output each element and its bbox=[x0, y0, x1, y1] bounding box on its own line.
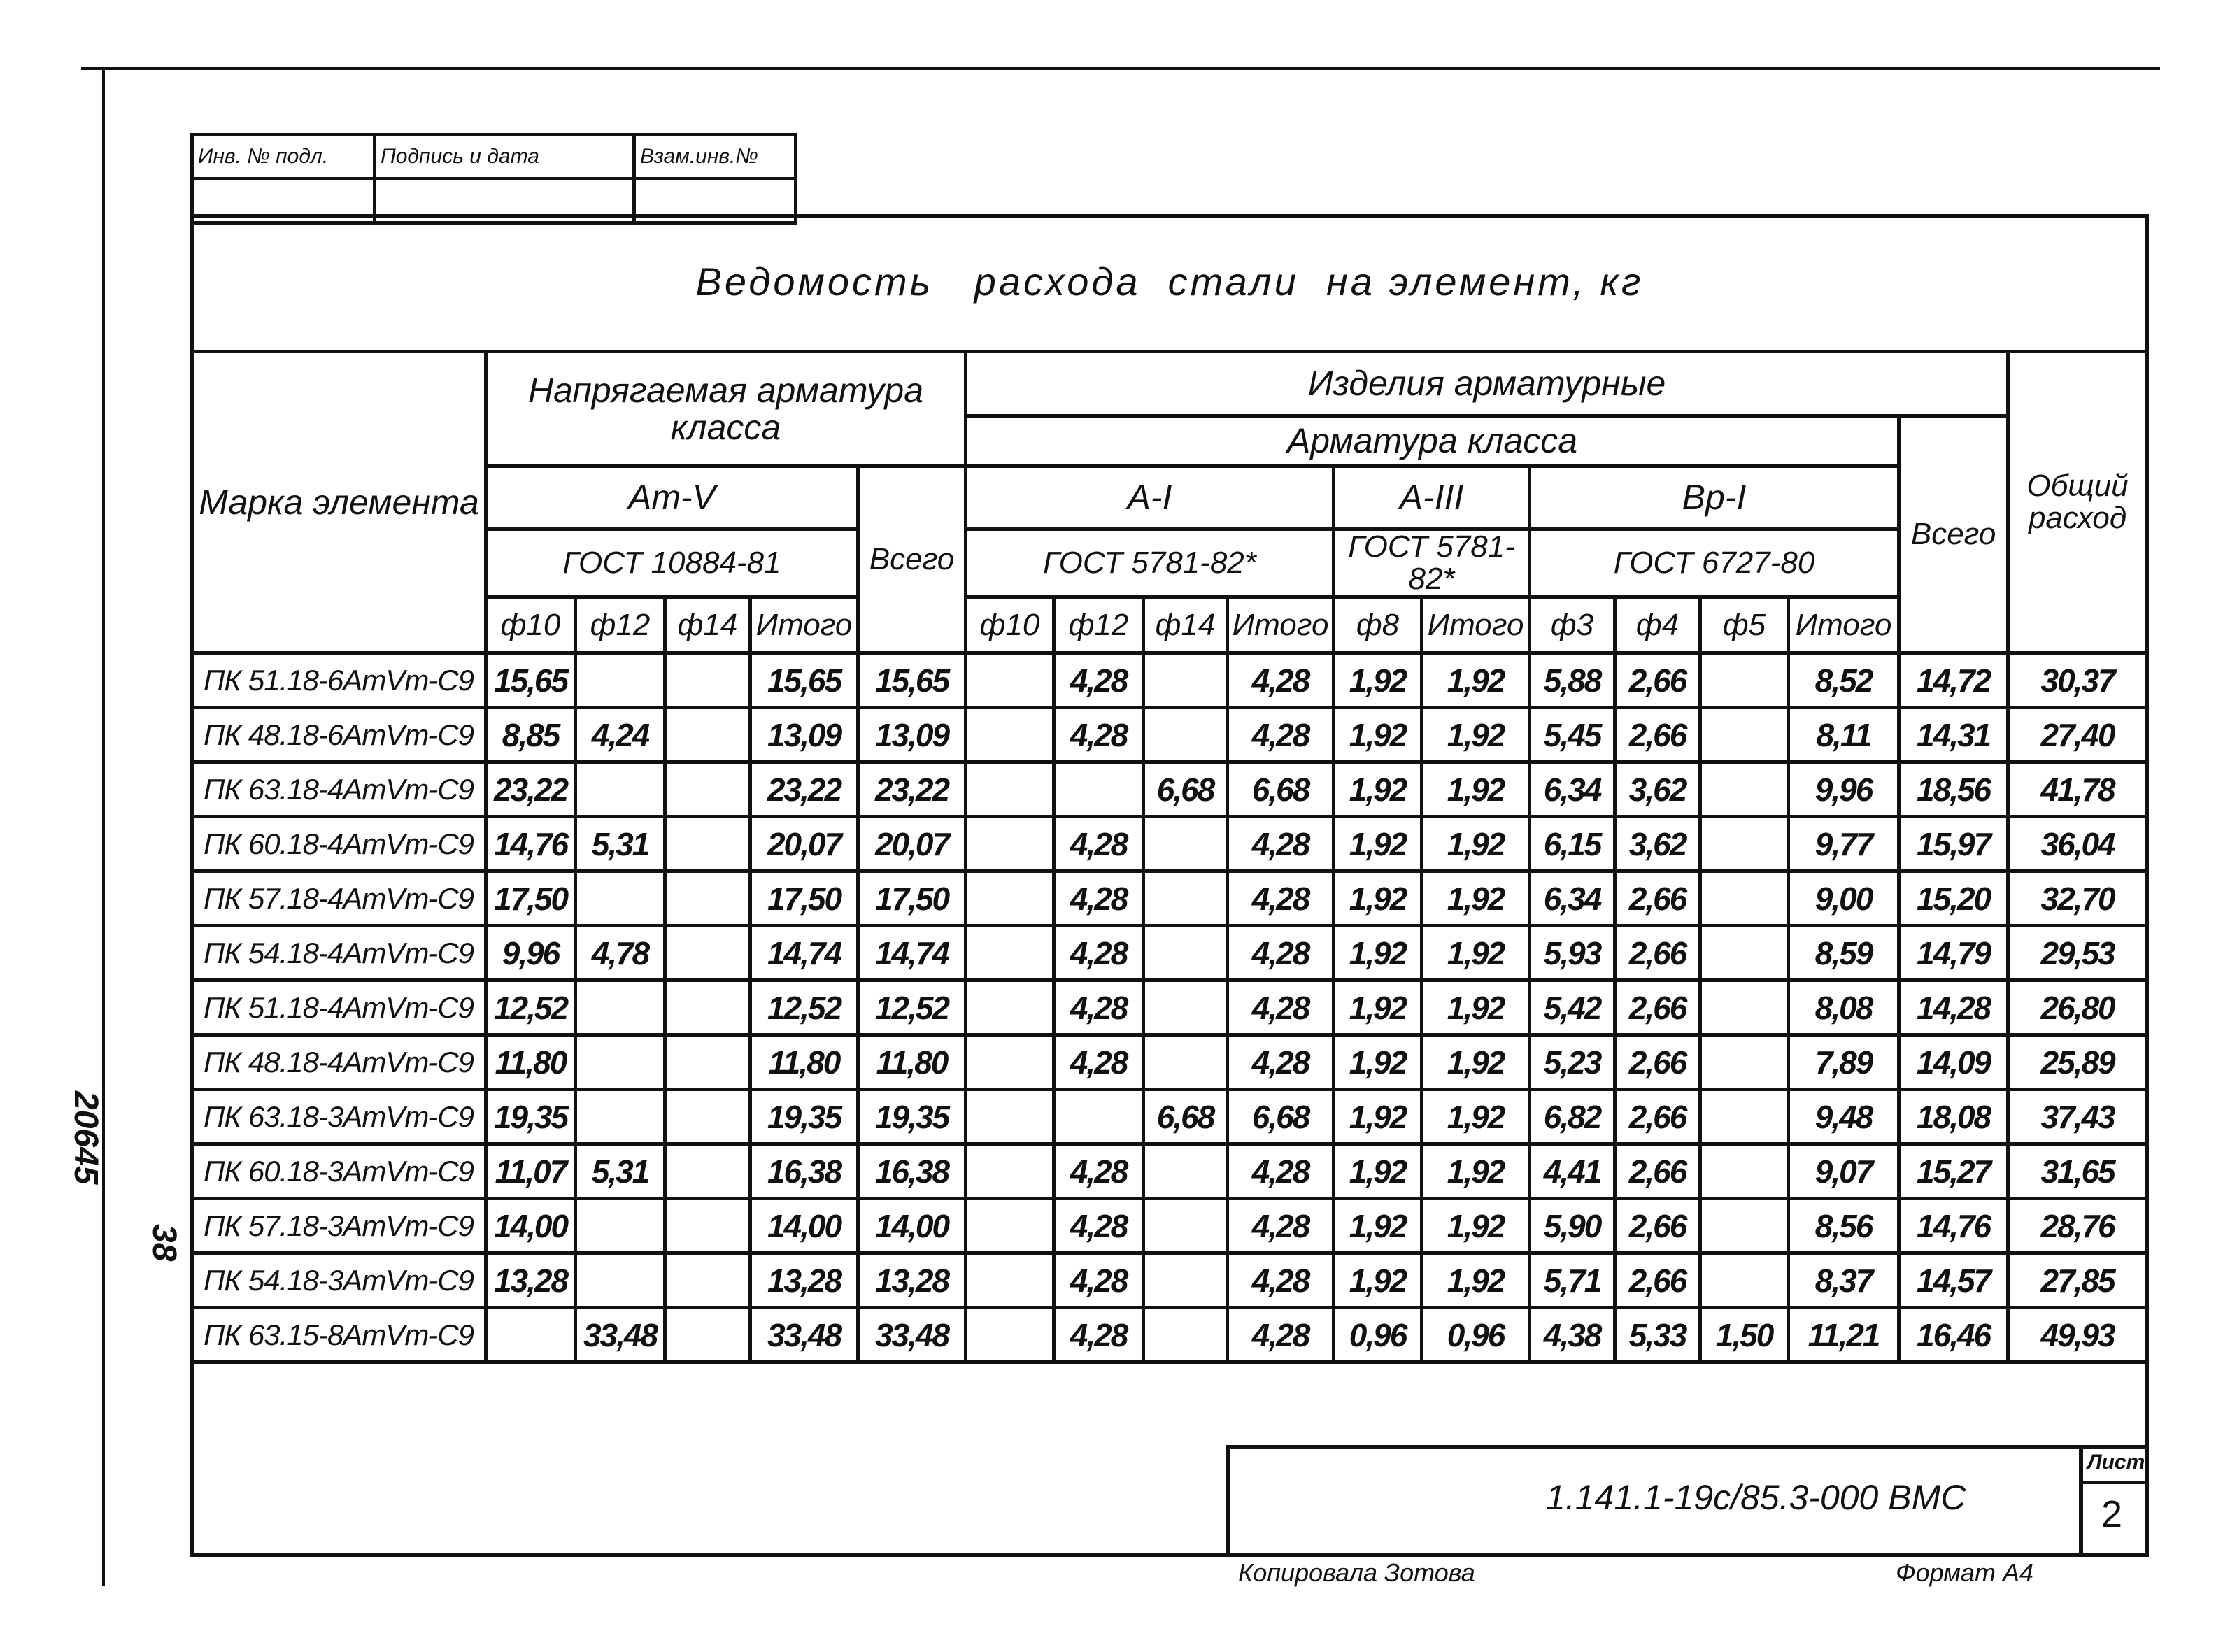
cell-bp1-d3: 6,34 bbox=[1530, 762, 1615, 817]
cell-a1-d10 bbox=[966, 981, 1054, 1035]
cell-products-total: 18,56 bbox=[1899, 762, 2008, 817]
cell-bp1-d5 bbox=[1700, 708, 1789, 762]
cell-overall-total: 25,89 bbox=[2008, 1035, 2147, 1090]
cell-prestressed-total: 33,48 bbox=[858, 1308, 966, 1362]
page-title: Ведомость расхода стали на элемент, кг bbox=[695, 259, 1644, 304]
cell-bp1-d5 bbox=[1700, 1035, 1789, 1090]
cell-a3-subtotal: 1,92 bbox=[1422, 708, 1530, 762]
cell-bp1-d4: 2,66 bbox=[1615, 981, 1700, 1035]
cell-bp1-d5: 1,50 bbox=[1700, 1308, 1789, 1362]
cell-bp1-d3: 4,41 bbox=[1530, 1144, 1615, 1199]
cell-a1-d12: 4,28 bbox=[1054, 1035, 1144, 1090]
cell-products-total: 15,20 bbox=[1899, 871, 2008, 926]
cell-at5-d12 bbox=[576, 981, 665, 1035]
table-row bbox=[192, 1090, 2147, 1144]
cell-bp1-subtotal: 11,21 bbox=[1789, 1308, 1899, 1362]
cell-products-total: 15,27 bbox=[1899, 1144, 2008, 1199]
header-subtotal: Итого bbox=[1422, 597, 1530, 653]
header-overall: Общий расход bbox=[2008, 352, 2147, 653]
stamp-replace-label: Взам.инв.№ bbox=[634, 135, 796, 179]
cell-at5-d14 bbox=[665, 1199, 751, 1253]
table-row bbox=[192, 1308, 2147, 1362]
table-row bbox=[192, 1144, 2147, 1199]
cell-mark: ПК 60.18-4АтVт-С9 bbox=[192, 817, 486, 871]
cell-at5-d12: 4,24 bbox=[576, 708, 665, 762]
cell-a1-subtotal: 4,28 bbox=[1228, 926, 1334, 981]
side-page-number: 38 bbox=[145, 1224, 183, 1262]
cell-products-total: 18,08 bbox=[1899, 1090, 2008, 1144]
cell-bp1-subtotal: 8,59 bbox=[1789, 926, 1899, 981]
cell-products-total: 14,72 bbox=[1899, 653, 2008, 708]
cell-a3-subtotal: 0,96 bbox=[1422, 1308, 1530, 1362]
cell-at5-d10: 14,76 bbox=[486, 817, 576, 871]
cell-prestressed-total: 14,00 bbox=[858, 1199, 966, 1253]
cell-bp1-d3: 5,71 bbox=[1530, 1253, 1615, 1308]
cell-at5-d10: 11,07 bbox=[486, 1144, 576, 1199]
cell-bp1-d3: 5,93 bbox=[1530, 926, 1615, 981]
cell-a3-d8: 0,96 bbox=[1334, 1308, 1422, 1362]
cell-a3-d8: 1,92 bbox=[1334, 817, 1422, 871]
cell-at5-d12 bbox=[576, 762, 665, 817]
cell-at5-subtotal: 14,00 bbox=[751, 1199, 858, 1253]
header-products: Изделия арматурные bbox=[966, 352, 2008, 416]
cell-a1-d12: 4,28 bbox=[1054, 871, 1144, 926]
cell-products-total: 14,57 bbox=[1899, 1253, 2008, 1308]
header-gost-at5: ГОСТ 10884-81 bbox=[486, 529, 858, 597]
cell-a3-subtotal: 1,92 bbox=[1422, 1035, 1530, 1090]
cell-a1-d10 bbox=[966, 1035, 1054, 1090]
table-row bbox=[192, 708, 2147, 762]
cell-a1-d10 bbox=[966, 871, 1054, 926]
cell-a3-subtotal: 1,92 bbox=[1422, 1090, 1530, 1144]
cell-products-total: 14,79 bbox=[1899, 926, 2008, 981]
table-row bbox=[192, 817, 2147, 871]
cell-bp1-d5 bbox=[1700, 1090, 1789, 1144]
cell-overall-total: 49,93 bbox=[2008, 1308, 2147, 1362]
cell-at5-d10: 17,50 bbox=[486, 871, 576, 926]
table-row bbox=[192, 1253, 2147, 1308]
cell-bp1-d5 bbox=[1700, 762, 1789, 817]
cell-bp1-d5 bbox=[1700, 926, 1789, 981]
cell-bp1-d5 bbox=[1700, 871, 1789, 926]
cell-a1-d14 bbox=[1144, 1144, 1228, 1199]
cell-at5-d10: 15,65 bbox=[486, 653, 576, 708]
cell-bp1-d3: 5,42 bbox=[1530, 981, 1615, 1035]
header-gost-a1: ГОСТ 5781-82* bbox=[966, 529, 1334, 597]
cell-a1-d10 bbox=[966, 1308, 1054, 1362]
cell-a1-d12: 4,28 bbox=[1054, 653, 1144, 708]
header-subtotal: Итого bbox=[751, 597, 858, 653]
cell-at5-d12: 5,31 bbox=[576, 817, 665, 871]
cell-at5-d10: 11,80 bbox=[486, 1035, 576, 1090]
cell-products-total: 14,31 bbox=[1899, 708, 2008, 762]
cell-at5-d14 bbox=[665, 1144, 751, 1199]
table-row bbox=[192, 926, 2147, 981]
cell-a3-d8: 1,92 bbox=[1334, 871, 1422, 926]
cell-bp1-subtotal: 8,08 bbox=[1789, 981, 1899, 1035]
cell-prestressed-total: 11,80 bbox=[858, 1035, 966, 1090]
cell-at5-d12 bbox=[576, 1035, 665, 1090]
cell-overall-total: 36,04 bbox=[2008, 817, 2147, 871]
cell-bp1-d5 bbox=[1700, 1199, 1789, 1253]
cell-a1-subtotal: 6,68 bbox=[1228, 762, 1334, 817]
cell-at5-subtotal: 12,52 bbox=[751, 981, 858, 1035]
cell-a1-subtotal: 4,28 bbox=[1228, 1199, 1334, 1253]
cell-bp1-d4: 2,66 bbox=[1615, 1199, 1700, 1253]
cell-a1-subtotal: 4,28 bbox=[1228, 871, 1334, 926]
cell-a3-d8: 1,92 bbox=[1334, 1144, 1422, 1199]
stamp-signature-label: Подпись и дата bbox=[375, 135, 634, 179]
header-diameter: ф12 bbox=[1054, 597, 1144, 653]
cell-bp1-d3: 6,34 bbox=[1530, 871, 1615, 926]
cell-mark: ПК 63.15-8АтVт-С9 bbox=[192, 1308, 486, 1362]
cell-bp1-d3: 5,88 bbox=[1530, 653, 1615, 708]
cell-a1-subtotal: 4,28 bbox=[1228, 981, 1334, 1035]
cell-a1-subtotal: 4,28 bbox=[1228, 817, 1334, 871]
cell-a1-d14 bbox=[1144, 926, 1228, 981]
cell-bp1-d4: 2,66 bbox=[1615, 653, 1700, 708]
cell-at5-d14 bbox=[665, 708, 751, 762]
header-products-total: Всего bbox=[1899, 416, 2008, 653]
cell-bp1-d4: 2,66 bbox=[1615, 871, 1700, 926]
cell-overall-total: 27,85 bbox=[2008, 1253, 2147, 1308]
cell-at5-d14 bbox=[665, 653, 751, 708]
cell-a1-subtotal: 4,28 bbox=[1228, 1253, 1334, 1308]
header-class-a1: А-I bbox=[966, 467, 1334, 529]
cell-at5-subtotal: 16,38 bbox=[751, 1144, 858, 1199]
cell-bp1-subtotal: 7,89 bbox=[1789, 1035, 1899, 1090]
header-diameter: ф10 bbox=[966, 597, 1054, 653]
cell-prestressed-total: 12,52 bbox=[858, 981, 966, 1035]
title-block-divider bbox=[1226, 1445, 1230, 1557]
cell-a1-d14: 6,68 bbox=[1144, 1090, 1228, 1144]
cell-at5-d12: 5,31 bbox=[576, 1144, 665, 1199]
cell-bp1-d3: 5,90 bbox=[1530, 1199, 1615, 1253]
cell-at5-subtotal: 23,22 bbox=[751, 762, 858, 817]
cell-bp1-d4: 2,66 bbox=[1615, 1035, 1700, 1090]
header-class-at5: Ат-V bbox=[486, 467, 858, 529]
cell-bp1-d5 bbox=[1700, 653, 1789, 708]
cell-a3-subtotal: 1,92 bbox=[1422, 653, 1530, 708]
cell-at5-subtotal: 13,09 bbox=[751, 708, 858, 762]
cell-bp1-subtotal: 9,96 bbox=[1789, 762, 1899, 817]
paper-format: Формат А4 bbox=[1896, 1558, 2033, 1587]
cell-bp1-d4: 2,66 bbox=[1615, 926, 1700, 981]
cell-a3-d8: 1,92 bbox=[1334, 1090, 1422, 1144]
cell-a3-subtotal: 1,92 bbox=[1422, 762, 1530, 817]
title-block-divider bbox=[2079, 1481, 2149, 1484]
cell-a3-d8: 1,92 bbox=[1334, 653, 1422, 708]
cell-at5-d14 bbox=[665, 1035, 751, 1090]
cell-at5-d12 bbox=[576, 871, 665, 926]
side-archive-number: 20645 bbox=[67, 1091, 104, 1185]
cell-a1-d14 bbox=[1144, 653, 1228, 708]
cell-bp1-subtotal: 9,77 bbox=[1789, 817, 1899, 871]
cell-prestressed-total: 23,22 bbox=[858, 762, 966, 817]
cell-overall-total: 28,76 bbox=[2008, 1199, 2147, 1253]
cell-bp1-d5 bbox=[1700, 1144, 1789, 1199]
cell-bp1-subtotal: 9,07 bbox=[1789, 1144, 1899, 1199]
cell-mark: ПК 54.18-4АтVт-С9 bbox=[192, 926, 486, 981]
cell-at5-d14 bbox=[665, 762, 751, 817]
cell-a3-d8: 1,92 bbox=[1334, 708, 1422, 762]
cell-mark: ПК 60.18-3АтVт-С9 bbox=[192, 1144, 486, 1199]
cell-a1-d14 bbox=[1144, 708, 1228, 762]
cell-bp1-d4: 2,66 bbox=[1615, 1144, 1700, 1199]
cell-bp1-d4: 2,66 bbox=[1615, 708, 1700, 762]
cell-bp1-d3: 5,23 bbox=[1530, 1035, 1615, 1090]
header-class-bp1: Вр-I bbox=[1530, 467, 1899, 529]
cell-at5-d14 bbox=[665, 926, 751, 981]
stamp-inv-label: Инв. № подл. bbox=[192, 135, 375, 179]
cell-a1-d12: 4,28 bbox=[1054, 926, 1144, 981]
table-row bbox=[192, 762, 2147, 817]
cell-a1-d10 bbox=[966, 1199, 1054, 1253]
cell-a1-d12 bbox=[1054, 762, 1144, 817]
cell-prestressed-total: 19,35 bbox=[858, 1090, 966, 1144]
cell-mark: ПК 63.18-4АтVт-С9 bbox=[192, 762, 486, 817]
cell-at5-d10: 13,28 bbox=[486, 1253, 576, 1308]
header-diameter: ф3 bbox=[1530, 597, 1615, 653]
cell-a1-subtotal: 4,28 bbox=[1228, 1308, 1334, 1362]
cell-at5-subtotal: 13,28 bbox=[751, 1253, 858, 1308]
cell-at5-subtotal: 19,35 bbox=[751, 1090, 858, 1144]
cell-overall-total: 29,53 bbox=[2008, 926, 2147, 981]
cell-bp1-d3: 6,15 bbox=[1530, 817, 1615, 871]
cell-a1-d12: 4,28 bbox=[1054, 1199, 1144, 1253]
cell-overall-total: 37,43 bbox=[2008, 1090, 2147, 1144]
cell-at5-d10: 12,52 bbox=[486, 981, 576, 1035]
cell-a1-d14 bbox=[1144, 1253, 1228, 1308]
cell-at5-d14 bbox=[665, 1308, 751, 1362]
cell-a1-d10 bbox=[966, 762, 1054, 817]
cell-a1-d12: 4,28 bbox=[1054, 1308, 1144, 1362]
outer-frame-top bbox=[81, 67, 2160, 70]
cell-a1-subtotal: 4,28 bbox=[1228, 1035, 1334, 1090]
cell-a1-subtotal: 4,28 bbox=[1228, 708, 1334, 762]
cell-prestressed-total: 13,28 bbox=[858, 1253, 966, 1308]
cell-a3-d8: 1,92 bbox=[1334, 926, 1422, 981]
cell-at5-d10: 14,00 bbox=[486, 1199, 576, 1253]
cell-at5-subtotal: 33,48 bbox=[751, 1308, 858, 1362]
cell-at5-d10: 9,96 bbox=[486, 926, 576, 981]
cell-prestressed-total: 13,09 bbox=[858, 708, 966, 762]
title-block-divider bbox=[2079, 1445, 2083, 1557]
cell-at5-subtotal: 14,74 bbox=[751, 926, 858, 981]
cell-bp1-d3: 4,38 bbox=[1530, 1308, 1615, 1362]
cell-bp1-subtotal: 9,48 bbox=[1789, 1090, 1899, 1144]
header-diameter: ф14 bbox=[1144, 597, 1228, 653]
cell-a1-d10 bbox=[966, 926, 1054, 981]
cell-bp1-subtotal: 8,11 bbox=[1789, 708, 1899, 762]
cell-overall-total: 30,37 bbox=[2008, 653, 2147, 708]
cell-a1-d12: 4,28 bbox=[1054, 817, 1144, 871]
approval-stamp bbox=[190, 133, 797, 225]
cell-at5-subtotal: 20,07 bbox=[751, 817, 858, 871]
cell-a3-subtotal: 1,92 bbox=[1422, 1144, 1530, 1199]
header-rebar-class: Арматура класса bbox=[966, 416, 1899, 467]
cell-at5-subtotal: 17,50 bbox=[751, 871, 858, 926]
cell-bp1-d3: 5,45 bbox=[1530, 708, 1615, 762]
cell-a1-d14 bbox=[1144, 1035, 1228, 1090]
cell-bp1-d4: 3,62 bbox=[1615, 817, 1700, 871]
cell-mark: ПК 54.18-3АтVт-С9 bbox=[192, 1253, 486, 1308]
cell-a1-d14 bbox=[1144, 817, 1228, 871]
cell-a3-d8: 1,92 bbox=[1334, 1199, 1422, 1253]
cell-bp1-subtotal: 8,52 bbox=[1789, 653, 1899, 708]
cell-products-total: 14,09 bbox=[1899, 1035, 2008, 1090]
cell-at5-d10 bbox=[486, 1308, 576, 1362]
cell-bp1-d4: 5,33 bbox=[1615, 1308, 1700, 1362]
header-diameter: ф5 bbox=[1700, 597, 1789, 653]
header-diameter: ф4 bbox=[1615, 597, 1700, 653]
cell-at5-subtotal: 15,65 bbox=[751, 653, 858, 708]
cell-a3-subtotal: 1,92 bbox=[1422, 1199, 1530, 1253]
outer-frame-left bbox=[102, 69, 105, 1586]
table-row bbox=[192, 1035, 2147, 1090]
cell-bp1-subtotal: 9,00 bbox=[1789, 871, 1899, 926]
document-number: 1.141.1-19с/85.3-000 ВМС bbox=[1546, 1478, 1966, 1517]
cell-a1-d14 bbox=[1144, 981, 1228, 1035]
cell-at5-d14 bbox=[665, 817, 751, 871]
cell-at5-d10: 19,35 bbox=[486, 1090, 576, 1144]
table-row bbox=[192, 1199, 2147, 1253]
header-class-a3: А-III bbox=[1334, 467, 1530, 529]
cell-a1-d14: 6,68 bbox=[1144, 762, 1228, 817]
header-mark: Марка элемента bbox=[192, 352, 486, 653]
cell-at5-d14 bbox=[665, 981, 751, 1035]
cell-prestressed-total: 15,65 bbox=[858, 653, 966, 708]
header-subtotal: Итого bbox=[1789, 597, 1899, 653]
cell-at5-d12 bbox=[576, 1199, 665, 1253]
table-body bbox=[192, 653, 2147, 1362]
cell-a1-d10 bbox=[966, 1144, 1054, 1199]
cell-a1-subtotal: 6,68 bbox=[1228, 1090, 1334, 1144]
cell-a3-subtotal: 1,92 bbox=[1422, 871, 1530, 926]
header-subtotal: Итого bbox=[1228, 597, 1334, 653]
header-diameter: ф10 bbox=[486, 597, 576, 653]
header-diameter: ф12 bbox=[576, 597, 665, 653]
cell-at5-d14 bbox=[665, 871, 751, 926]
cell-bp1-subtotal: 8,56 bbox=[1789, 1199, 1899, 1253]
cell-at5-d10: 8,85 bbox=[486, 708, 576, 762]
cell-bp1-d4: 2,66 bbox=[1615, 1253, 1700, 1308]
cell-at5-d10: 23,22 bbox=[486, 762, 576, 817]
cell-a1-d10 bbox=[966, 1253, 1054, 1308]
header-gost-bp1: ГОСТ 6727-80 bbox=[1530, 529, 1899, 597]
cell-overall-total: 26,80 bbox=[2008, 981, 2147, 1035]
cell-at5-d12: 33,48 bbox=[576, 1308, 665, 1362]
cell-overall-total: 27,40 bbox=[2008, 708, 2147, 762]
steel-consumption-table bbox=[190, 350, 2149, 1364]
cell-at5-d12 bbox=[576, 653, 665, 708]
cell-a1-d10 bbox=[966, 817, 1054, 871]
cell-a1-d14 bbox=[1144, 1199, 1228, 1253]
cell-mark: ПК 57.18-3АтVт-С9 bbox=[192, 1199, 486, 1253]
table-row bbox=[192, 653, 2147, 708]
cell-at5-d12: 4,78 bbox=[576, 926, 665, 981]
cell-a1-d12: 4,28 bbox=[1054, 981, 1144, 1035]
cell-products-total: 16,46 bbox=[1899, 1308, 2008, 1362]
cell-at5-d14 bbox=[665, 1090, 751, 1144]
cell-mark: ПК 57.18-4АтVт-С9 bbox=[192, 871, 486, 926]
cell-at5-d14 bbox=[665, 1253, 751, 1308]
header-diameter: ф14 bbox=[665, 597, 751, 653]
cell-bp1-d4: 2,66 bbox=[1615, 1090, 1700, 1144]
cell-a1-subtotal: 4,28 bbox=[1228, 653, 1334, 708]
cell-a3-d8: 1,92 bbox=[1334, 1253, 1422, 1308]
cell-mark: ПК 48.18-4АтVт-С9 bbox=[192, 1035, 486, 1090]
cell-prestressed-total: 20,07 bbox=[858, 817, 966, 871]
cell-prestressed-total: 16,38 bbox=[858, 1144, 966, 1199]
cell-overall-total: 41,78 bbox=[2008, 762, 2147, 817]
cell-overall-total: 32,70 bbox=[2008, 871, 2147, 926]
cell-bp1-d5 bbox=[1700, 817, 1789, 871]
cell-a1-d12: 4,28 bbox=[1054, 708, 1144, 762]
cell-prestressed-total: 14,74 bbox=[858, 926, 966, 981]
cell-a3-d8: 1,92 bbox=[1334, 1035, 1422, 1090]
cell-products-total: 14,28 bbox=[1899, 981, 2008, 1035]
cell-a1-d10 bbox=[966, 653, 1054, 708]
cell-a1-d10 bbox=[966, 708, 1054, 762]
header-diameter: ф8 bbox=[1334, 597, 1422, 653]
cell-a3-subtotal: 1,92 bbox=[1422, 981, 1530, 1035]
cell-at5-d12 bbox=[576, 1090, 665, 1144]
cell-bp1-subtotal: 8,37 bbox=[1789, 1253, 1899, 1308]
cell-a3-subtotal: 1,92 bbox=[1422, 1253, 1530, 1308]
cell-bp1-d3: 6,82 bbox=[1530, 1090, 1615, 1144]
sheet-number: 2 bbox=[2101, 1493, 2123, 1535]
header-prestressed-total: Всего bbox=[858, 467, 966, 653]
title-block-divider bbox=[1226, 1445, 2149, 1449]
cell-at5-d12 bbox=[576, 1253, 665, 1308]
cell-a1-d14 bbox=[1144, 1308, 1228, 1362]
cell-a1-d12: 4,28 bbox=[1054, 1253, 1144, 1308]
cell-a3-subtotal: 1,92 bbox=[1422, 926, 1530, 981]
cell-mark: ПК 51.18-4АтVт-С9 bbox=[192, 981, 486, 1035]
copied-by: Копировала Зотова bbox=[1238, 1558, 1475, 1587]
cell-bp1-d5 bbox=[1700, 981, 1789, 1035]
cell-prestressed-total: 17,50 bbox=[858, 871, 966, 926]
cell-products-total: 15,97 bbox=[1899, 817, 2008, 871]
cell-mark: ПК 51.18-6АтVт-С9 bbox=[192, 653, 486, 708]
sheet-label: Лист bbox=[2087, 1451, 2145, 1474]
cell-mark: ПК 63.18-3АтVт-С9 bbox=[192, 1090, 486, 1144]
header-gost-a3: ГОСТ 5781-82* bbox=[1334, 529, 1530, 597]
cell-bp1-d5 bbox=[1700, 1253, 1789, 1308]
cell-a1-d10 bbox=[966, 1090, 1054, 1144]
cell-a3-d8: 1,92 bbox=[1334, 981, 1422, 1035]
cell-products-total: 14,76 bbox=[1899, 1199, 2008, 1253]
cell-bp1-d4: 3,62 bbox=[1615, 762, 1700, 817]
table-row bbox=[192, 871, 2147, 926]
cell-a1-d12: 4,28 bbox=[1054, 1144, 1144, 1199]
header-prestressed: Напрягаемая арматура класса bbox=[486, 352, 966, 467]
cell-mark: ПК 48.18-6АтVт-С9 bbox=[192, 708, 486, 762]
table-row bbox=[192, 981, 2147, 1035]
cell-a3-d8: 1,92 bbox=[1334, 762, 1422, 817]
cell-a1-subtotal: 4,28 bbox=[1228, 1144, 1334, 1199]
cell-a1-d12 bbox=[1054, 1090, 1144, 1144]
cell-overall-total: 31,65 bbox=[2008, 1144, 2147, 1199]
cell-at5-subtotal: 11,80 bbox=[751, 1035, 858, 1090]
cell-a1-d14 bbox=[1144, 871, 1228, 926]
cell-a3-subtotal: 1,92 bbox=[1422, 817, 1530, 871]
